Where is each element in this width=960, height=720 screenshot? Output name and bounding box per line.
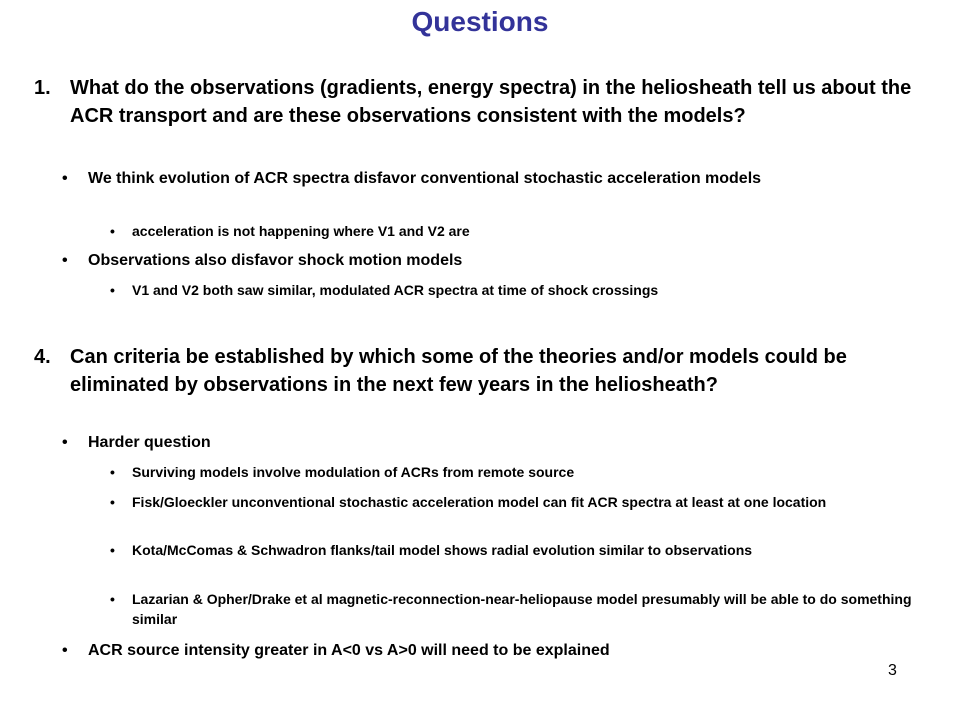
question-4-number: 4. <box>34 346 51 368</box>
bullet-icon: • <box>110 494 115 510</box>
q4-bullet-1-text: Harder question <box>88 434 211 451</box>
q4-bullet-1-sub-1 <box>110 462 912 482</box>
q4-bullet-1-sub-4 <box>110 589 912 629</box>
q4-bullet-1-sub-1-text: Surviving models involve modulation of ACRs from remote source <box>132 464 575 480</box>
q1-bullet-1-sub-1 <box>110 221 912 241</box>
q4-bullet-2-text: ACR source intensity greater in A<0 vs A>0 will need to be explained <box>88 642 610 659</box>
bullet-icon: • <box>62 434 68 451</box>
q1-bullet-2-sub-1 <box>110 280 912 300</box>
slide-title: Questions <box>411 6 549 37</box>
bullet-icon: • <box>110 223 115 239</box>
bullet-icon: • <box>62 642 68 659</box>
bullet-icon: • <box>110 282 115 298</box>
q4-bullet-1-sub-3-text: Kota/McComas & Schwadron flanks/tail model shows radial evolution similar to observations <box>132 542 753 558</box>
question-1 <box>34 74 934 130</box>
bullet-icon: • <box>62 170 68 187</box>
q1-bullet-2 <box>62 250 908 271</box>
q4-bullet-2 <box>62 640 908 661</box>
question-4 <box>34 343 934 399</box>
q1-bullet-2-text: Observations also disfavor shock motion models <box>88 252 463 269</box>
question-1-text: What do the observations (gradients, energy spectra) in the heliosheath tell us about the ACR transport and are these observations consistent with the models? <box>70 77 912 127</box>
q4-bullet-1 <box>62 432 908 453</box>
q1-bullet-1-text: We think evolution of ACR spectra disfavor conventional stochastic acceleration models <box>88 170 762 187</box>
bullet-icon: • <box>62 252 68 269</box>
q1-bullet-1 <box>62 168 908 189</box>
q4-bullet-1-sub-3 <box>110 540 912 560</box>
bullet-icon: • <box>110 542 115 558</box>
bullet-icon: • <box>110 464 115 480</box>
page-number: 3 <box>888 662 897 679</box>
q1-bullet-2-sub-1-text: V1 and V2 both saw similar, modulated ACR spectra at time of shock crossings <box>132 282 659 298</box>
bullet-icon: • <box>110 591 115 607</box>
q4-bullet-1-sub-2 <box>110 492 912 512</box>
q4-bullet-1-sub-4-text: Lazarian & Opher/Drake et al magnetic-reconnection-near-heliopause model presumably will be able to do something similar <box>132 591 912 627</box>
q4-bullet-1-sub-2-text: Fisk/Gloeckler unconventional stochastic acceleration model can fit ACR spectra at least at one location <box>132 494 827 510</box>
q1-bullet-1-sub-1-text: acceleration is not happening where V1 and V2 are <box>132 223 470 239</box>
question-1-number: 1. <box>34 77 51 99</box>
question-4-text: Can criteria be established by which some of the theories and/or models could be eliminated by observations in the next few years in the heliosheath? <box>70 346 847 396</box>
